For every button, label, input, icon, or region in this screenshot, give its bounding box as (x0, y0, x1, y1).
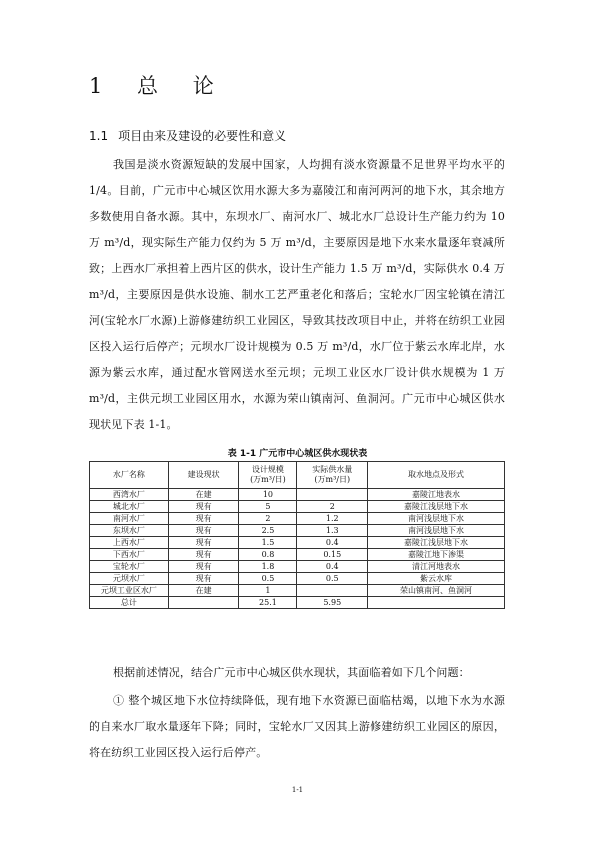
table-cell: 城北水厂 (90, 501, 169, 513)
table-cell: 5 (239, 501, 297, 513)
table-cell (368, 597, 505, 609)
table-cell: 宝轮水厂 (90, 561, 169, 573)
table-cell: 嘉陵江浅层地下水 (368, 537, 505, 549)
body-paragraph: 我国是淡水资源短缺的发展中国家，人均拥有淡水资源量不足世界平均水平的 1/4。目前，广元市中心城区饮用水源大多为嘉陵江和南河两河的地下水，其余地方多数使用自备水源。其中，东坝水厂、南河水厂、城北水厂总设计生产能力约为 10 万 m³/d，现实际生产能力仅约为 5 万 m³/d，主要原因是地下水来水量逐年衰减所致；上西水厂承担着上西片区的供水，设计生产能力 1.5 万 m³/d，实际供水 0.4 万 m³/d，主要原因是供水设施、制水工艺严重老化和落后；宝轮水厂因宝轮镇在清江河(宝轮水厂水源)上游修建纺织工业园区，导致其技改项目中止，并将在纺织工业园区投入运行后停产；元坝水厂设计规模为 0.5 万 m³/d，水厂位于紫云水库北岸，水源为紫云水库，通过配水管网送水至元坝；元坝工业区水厂设计供水规模为 1 万 m³/d，主供元坝工业园区用水，水源为荣山镇南河、鱼洞河。广元市中心城区供水现状见下表 1-1。 (89, 158, 505, 431)
table-cell: 2.5 (239, 525, 297, 537)
water-supply-table (89, 461, 505, 609)
section-number: 1.1 (89, 129, 109, 143)
table-row (90, 597, 505, 609)
table-cell: 在建 (168, 585, 239, 597)
table-cell: 0.15 (297, 549, 368, 561)
table-cell: 0.5 (297, 573, 368, 585)
table-cell: 0.4 (297, 537, 368, 549)
table-header-row (90, 462, 505, 489)
table-cell: 嘉陵江地下渗渠 (368, 549, 505, 561)
table-caption: 表 1-1 广元市中心城区供水现状表 (227, 449, 368, 459)
table-row (90, 585, 505, 597)
table-cell: 25.1 (239, 597, 297, 609)
page-number: 1-1 (291, 786, 304, 794)
table-cell: 总计 (90, 597, 169, 609)
table-cell: 0.5 (239, 573, 297, 585)
table-cell: 现有 (168, 525, 239, 537)
table-row (90, 525, 505, 537)
table-row (90, 573, 505, 585)
table-body (90, 489, 505, 609)
table-cell: 嘉陵江浅层地下水 (368, 501, 505, 513)
table-cell: 1.3 (297, 525, 368, 537)
section-heading (89, 127, 286, 144)
table-cell: 0.4 (297, 561, 368, 573)
table-cell: 东坝水厂 (90, 525, 169, 537)
table-header-cell: 建设现状 (168, 462, 239, 489)
table-cell (297, 489, 368, 501)
table-cell: 现有 (168, 501, 239, 513)
table-cell: 南河浅层地下水 (368, 513, 505, 525)
table-cell: 1 (239, 585, 297, 597)
table-cell: 2 (297, 501, 368, 513)
chapter-title: 1 总 论 (89, 74, 228, 98)
table-row (90, 537, 505, 549)
table-cell: 现有 (168, 561, 239, 573)
table-cell: 现有 (168, 513, 239, 525)
table-cell: 5.95 (297, 597, 368, 609)
table-row (90, 489, 505, 501)
body-paragraph: 根据前述情况，结合广元市中心城区供水现状，其面临着如下几个问题： (113, 666, 470, 679)
table-cell: 荣山镇南河、鱼洞河 (368, 585, 505, 597)
table-cell: 元坝工业区水厂 (90, 585, 169, 597)
table-cell: 上西水厂 (90, 537, 169, 549)
section-title: 项目由来及建设的必要性和意义 (118, 129, 287, 143)
table-header-cell: 设计规模 (万m³/日) (239, 462, 297, 489)
table-header-cell: 实际供水量 (万m³/日) (297, 462, 368, 489)
table-cell: 元坝水厂 (90, 573, 169, 585)
table-row (90, 561, 505, 573)
table-cell: 南河水厂 (90, 513, 169, 525)
body-paragraph: ① 整个城区地下水位持续降低，现有地下水资源已面临枯竭，以地下水为水源的自来水厂取水量逐年下降；同时，宝轮水厂又因其上游修建纺织工业园区的原因，将在纺织工业园区投入运行后停产。 (89, 694, 505, 759)
table-cell: 1.5 (239, 537, 297, 549)
table-cell: 2 (239, 513, 297, 525)
table-cell: 0.8 (239, 549, 297, 561)
table-row (90, 513, 505, 525)
table-cell: 现有 (168, 573, 239, 585)
table-cell: 1.8 (239, 561, 297, 573)
table-cell: 现有 (168, 537, 239, 549)
table-cell: 10 (239, 489, 297, 501)
table-row (90, 549, 505, 561)
table-row (90, 501, 505, 513)
table-header-cell: 水厂名称 (90, 462, 169, 489)
table-cell: 西湾水厂 (90, 489, 169, 501)
table-cell (297, 585, 368, 597)
table-header-cell: 取水地点及形式 (368, 462, 505, 489)
table-cell (168, 597, 239, 609)
table-cell: 嘉陵江地表水 (368, 489, 505, 501)
table-cell: 紫云水库 (368, 573, 505, 585)
table-cell: 在建 (168, 489, 239, 501)
table-cell: 南河浅层地下水 (368, 525, 505, 537)
table-cell: 清江河地表水 (368, 561, 505, 573)
table-cell: 现有 (168, 549, 239, 561)
table-cell: 1.2 (297, 513, 368, 525)
table-cell: 下西水厂 (90, 549, 169, 561)
